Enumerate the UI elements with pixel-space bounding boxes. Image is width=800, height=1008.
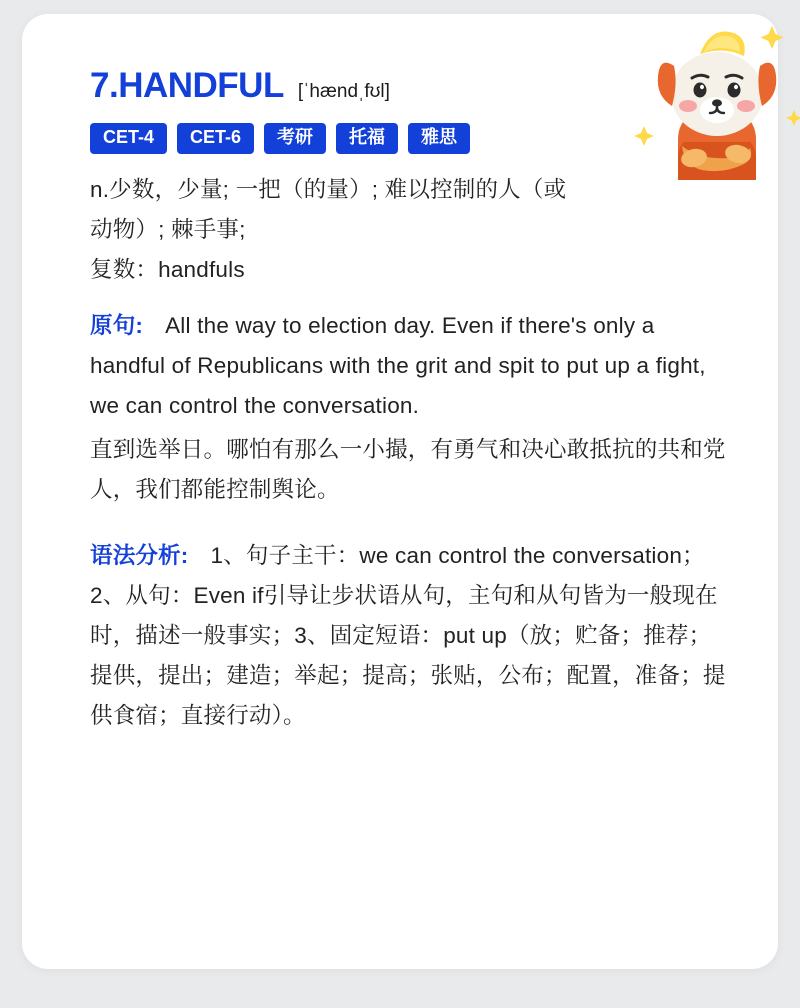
original-sentence-english: All the way to election day. Even if there's only a handful of Republicans with the grit and spit to put up a fight, we can control the conversation. [90, 312, 706, 419]
phonetic-transcription: [ˈhændˌfʊl] [297, 81, 390, 102]
grammar-analysis-section [90, 536, 730, 736]
exam-tag-kaoyan: 考研 [264, 123, 326, 154]
grammar-analysis-text: 1、句子主干：we can control the conversation；2、从句：Even if引导让步状语从句，主句和从句皆为一般现在时，描述一般事实；3、固定短语：put up（放；贮备；推荐；提供，提出；建造；举起；提高；张贴，公布；配置，准备；提供食宿；直接行动）。 [90, 543, 726, 729]
exam-tag-toefl: 托福 [336, 123, 398, 154]
original-sentence-chinese: 直到选举日。哪怕有那么一小撮，有勇气和决心敢抵抗的共和党人，我们都能控制舆论。 [90, 437, 726, 503]
plural-form-line: 复数：handfuls [90, 256, 245, 282]
grammar-analysis-label: 语法分析: [90, 543, 189, 569]
vocabulary-card [22, 14, 778, 969]
exam-tag-cet6: CET-6 [177, 123, 254, 154]
original-sentence-section [90, 306, 730, 426]
original-sentence-translation-section [90, 430, 730, 510]
exam-tag-cet4: CET-4 [90, 123, 167, 154]
definition-line-1: n.少数，少量; 一把（的量）; 难以控制的人（或 [90, 176, 567, 202]
cartoon-dog-mascot-icon [622, 18, 800, 183]
original-sentence-label: 原句: [90, 312, 144, 338]
definition-line-2: 动物）; 棘手事; [90, 216, 246, 242]
page-title: 7.HANDFUL [90, 66, 284, 105]
definition-block [90, 170, 730, 290]
exam-tag-ielts: 雅思 [408, 123, 470, 154]
